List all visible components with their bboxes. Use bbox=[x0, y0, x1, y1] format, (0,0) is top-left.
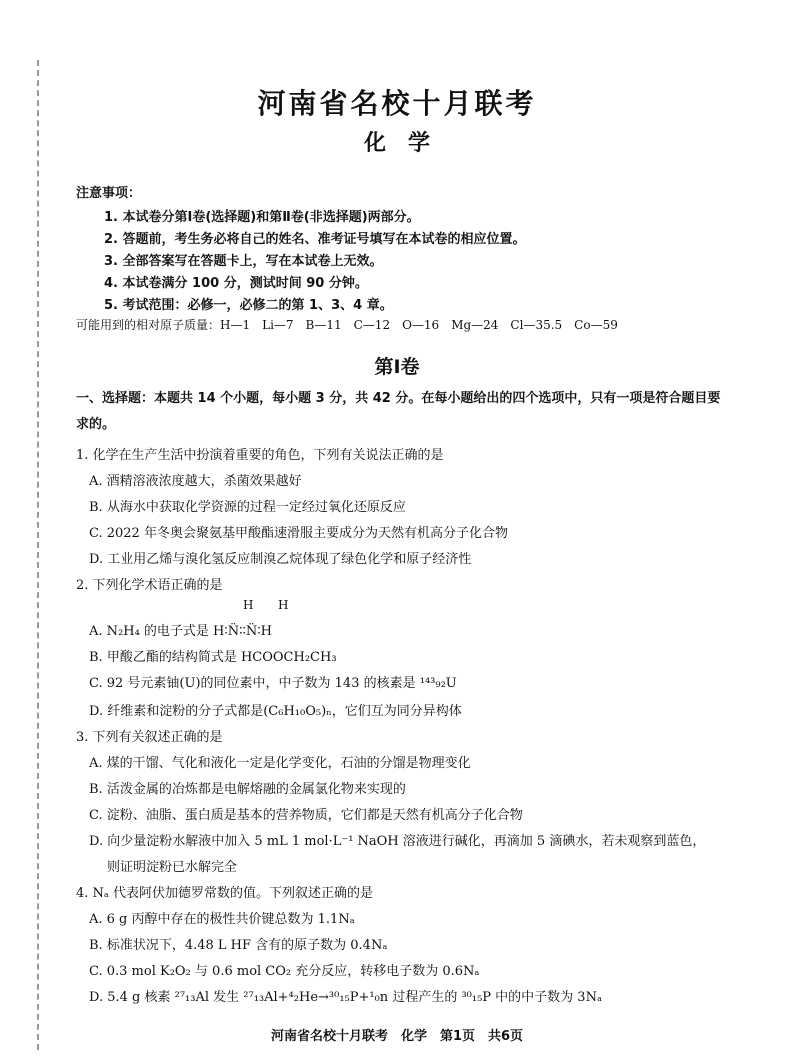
question-stem: 1. 化学在生产生活中扮演着重要的角色，下列有关说法正确的是 bbox=[76, 448, 444, 463]
note-item: 2. 答题前，考生务必将自己的姓名、准考证号填写在本试卷的相应位置。 bbox=[104, 232, 526, 247]
atomic-masses: 可能用到的相对原子质量：H—1 Li—7 B—11 C—12 O—16 Mg—24 Cl—35.5 Co—59 bbox=[76, 318, 618, 332]
volume-title: 第Ⅰ卷 bbox=[374, 356, 420, 378]
question-option: D. 纤维素和淀粉的分子式都是(C₆H₁₀O₅)ₙ，它们互为同分异构体 bbox=[89, 704, 462, 719]
question-option: C. 92 号元素铀(U)的同位素中，中子数为 143 的核素是 ¹⁴³₉₂U bbox=[89, 676, 457, 691]
question-option: B. 活泼金属的冶炼都是电解熔融的金属氯化物来实现的 bbox=[89, 782, 406, 797]
question-option: D. 工业用乙烯与溴化氢反应制溴乙烷体现了绿色化学和原子经济性 bbox=[89, 552, 472, 567]
note-item: 1. 本试卷分第Ⅰ卷(选择题)和第Ⅱ卷(非选择题)两部分。 bbox=[104, 210, 420, 225]
question-option: A. 6 g 丙醇中存在的极性共价键总数为 1.1Nₐ bbox=[89, 912, 355, 927]
electron-formula-h-top-2: H bbox=[278, 598, 289, 612]
question-option: D. 向少量淀粉水解液中加入 5 mL 1 mol·L⁻¹ NaOH 溶液进行碱化，再滴加 5 滴碘水，若未观察到蓝色， bbox=[89, 834, 706, 849]
question-option: C. 0.3 mol K₂O₂ 与 0.6 mol CO₂ 充分反应，转移电子数为 0.6Nₐ bbox=[89, 964, 480, 979]
exam-title: 河南省名校十月联考 bbox=[257, 87, 537, 120]
note-item: 4. 本试卷满分 100 分，测试时间 90 分钟。 bbox=[104, 276, 368, 291]
question-option: C. 淀粉、油脂、蛋白质是基本的营养物质，它们都是天然有机高分子化合物 bbox=[89, 808, 523, 823]
binding-margin-line bbox=[37, 60, 39, 1050]
page-footer: 河南省名校十月联考 化学 第1页 共6页 bbox=[270, 1029, 524, 1044]
question-option: A. 酒精溶液浓度越大，杀菌效果越好 bbox=[89, 474, 302, 489]
subject-title: 化 学 bbox=[363, 131, 430, 156]
question-option: C. 2022 年冬奥会聚氨基甲酸酯速滑服主要成分为天然有机高分子化合物 bbox=[89, 526, 508, 541]
question-stem: 2. 下列化学术语正确的是 bbox=[76, 578, 223, 593]
electron-formula-h-top-1: H bbox=[243, 598, 254, 612]
question-option: B. 从海水中获取化学资源的过程一定经过氧化还原反应 bbox=[89, 500, 406, 515]
question-stem: 4. Nₐ 代表阿伏加德罗常数的值。下列叙述正确的是 bbox=[76, 886, 374, 901]
question-option: A. 煤的干馏、气化和液化一定是化学变化，石油的分馏是物理变化 bbox=[89, 756, 471, 771]
notes-heading: 注意事项： bbox=[76, 186, 142, 201]
question-stem: 3. 下列有关叙述正确的是 bbox=[76, 730, 223, 745]
question-option: D. 5.4 g 核素 ²⁷₁₃Al 发生 ²⁷₁₃Al+⁴₂He→³⁰₁₅P+¹₀n 过程产生的 ³⁰₁₅P 中的中子数为 3Nₐ bbox=[89, 990, 602, 1005]
note-item: 3. 全部答案写在答题卡上，写在本试卷上无效。 bbox=[104, 254, 383, 269]
question-option: B. 甲酸乙酯的结构简式是 HCOOCH₂CH₃ bbox=[89, 650, 337, 665]
section-instructions: 一、选择题：本题共 14 个小题，每小题 3 分，共 42 分。在每小题给出的四个选项中，只有一项是符合题目要求的。 bbox=[76, 391, 721, 432]
question-option-continuation: 则证明淀粉已水解完全 bbox=[107, 860, 238, 875]
note-item: 5. 考试范围：必修一，必修二的第 1、3、4 章。 bbox=[104, 298, 393, 313]
question-option: B. 标准状况下，4.48 L HF 含有的原子数为 0.4Nₐ bbox=[89, 938, 388, 953]
question-option: A. N₂H₄ 的电子式是 H∶N̈∶∶N̈∶H bbox=[89, 624, 273, 639]
